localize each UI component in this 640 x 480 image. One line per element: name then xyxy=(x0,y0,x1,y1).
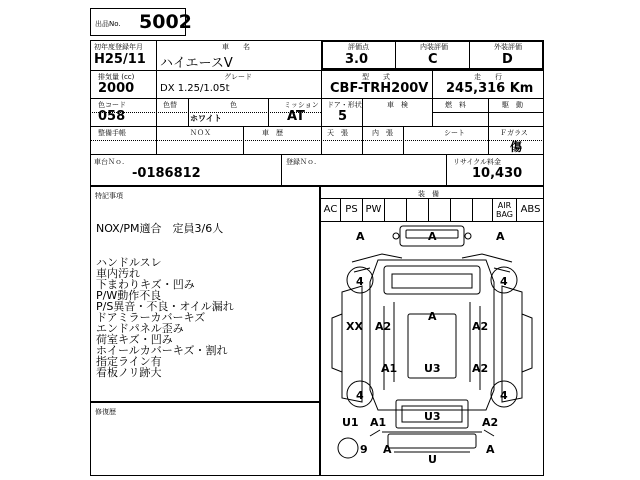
notes-item: 荷室キズ・凹み xyxy=(96,333,173,346)
equipment-item: PS xyxy=(340,199,362,221)
repair-history-title: 修復歴 xyxy=(95,408,116,416)
chassis-number: -0186812 xyxy=(132,166,201,181)
damage-mark-tire-fr: 4 xyxy=(500,275,508,288)
notes-title: 特記事項 xyxy=(95,192,123,200)
mileage: 245,316 Km xyxy=(446,81,534,96)
damage-mark-spare: 9 xyxy=(360,443,368,456)
model-label: 型 式 xyxy=(362,73,390,81)
damage-mark-top-left: A xyxy=(356,230,365,243)
fuel-label: 燃 料 xyxy=(445,101,466,109)
evaluation-score: 3.0 xyxy=(345,52,369,67)
doors-label: ドア・形状 xyxy=(327,101,362,109)
equipment-title: 装 備 xyxy=(418,190,439,198)
notes-item: ハンドルスレ xyxy=(96,256,162,269)
color-code: 058 xyxy=(98,109,126,124)
mission-label: ミッション xyxy=(284,101,319,109)
inspection-label: 車 検 xyxy=(387,101,408,109)
damage-mark-tire-rl: 4 xyxy=(356,389,364,402)
glass-label: Ｆガラス xyxy=(500,129,528,137)
damage-mark-bottom-left: A xyxy=(383,443,392,456)
damage-mark-tire-fl: 4 xyxy=(356,275,364,288)
chassis-label: 車台Ｎｏ. xyxy=(94,158,125,166)
year-label: 初年度登録年月 xyxy=(94,43,143,51)
interior-label: 内装評価 xyxy=(420,43,448,51)
grade: DX 1.25/1.05t xyxy=(160,83,230,94)
door-count: 5 xyxy=(338,109,348,124)
equipment-item: PW xyxy=(362,199,384,221)
notes-item: 下まわりキズ・凹み xyxy=(96,278,195,291)
displacement: 2000 xyxy=(98,81,135,96)
equipment-item: AIR BAG xyxy=(492,199,516,221)
first-registration: H25/11 xyxy=(94,52,146,67)
drive-label: 駆 動 xyxy=(502,101,523,109)
notes-item: 車内汚れ xyxy=(96,267,140,280)
notes-item: P/S異音・不良・オイル漏れ xyxy=(96,300,234,313)
interior-grade: C xyxy=(428,52,438,67)
nox-label: ＮＯＸ xyxy=(190,129,211,137)
recycle-label: リサイクル料金 xyxy=(453,158,502,166)
damage-mark-top-center: A xyxy=(428,230,437,243)
history-label: 車 歴 xyxy=(262,129,283,137)
cc-label: 排気量 (cc) xyxy=(98,73,135,81)
damage-mark-rear-l1: U1 xyxy=(342,416,359,429)
damage-mark-bottom-right: A xyxy=(486,443,495,456)
color-label: 色 xyxy=(230,101,237,109)
notes-item: 看板ノリ跡大 xyxy=(96,366,162,379)
paint-change-label: 色替 xyxy=(163,101,177,109)
notes-item: ドアミラーカバーキズ xyxy=(96,311,206,324)
damage-mark-roof: A xyxy=(428,310,437,323)
notes-item: ホイールカバーキズ・割れ xyxy=(96,344,228,357)
interior-roof-label: 内 張 xyxy=(372,129,393,137)
damage-mark-side-right: A2 xyxy=(472,320,489,333)
damage-mark-tire-rr: 4 xyxy=(500,389,508,402)
score-label: 評価点 xyxy=(348,43,369,51)
notes-item: エンドパネル歪み xyxy=(96,322,184,335)
notes-line1: NOX/PM適合 定員3/6人 xyxy=(96,222,224,235)
damage-mark-bottom-center: U xyxy=(428,453,437,466)
registration-label: 登録Ｎｏ. xyxy=(286,158,317,166)
damage-mark-side-left-1: XX xyxy=(346,320,363,333)
equipment-item: ABS xyxy=(516,199,544,221)
recycle-fee: 10,430 xyxy=(472,166,523,181)
damage-mark-rear-upper: U3 xyxy=(424,410,441,423)
color: ホワイト xyxy=(190,114,222,123)
grade-label: グレード xyxy=(224,73,252,81)
damage-mark-side-left-2: A2 xyxy=(375,320,392,333)
damage-mark-door-center: U3 xyxy=(424,362,441,375)
model-code: CBF-TRH200V xyxy=(330,81,429,96)
car-name-label: 車 名 xyxy=(222,43,250,51)
damage-mark-rear-r: A2 xyxy=(482,416,499,429)
seat-label: シート xyxy=(444,129,465,137)
mileage-label: 走 行 xyxy=(474,73,502,81)
exterior-grade: D xyxy=(502,52,513,67)
damage-mark-top-right: A xyxy=(496,230,505,243)
lot-number: 5002 xyxy=(139,11,192,33)
damage-mark-door-right: A2 xyxy=(472,362,489,375)
lot-number-label: 出品No. xyxy=(95,20,121,28)
manual-label: 整備手帳 xyxy=(98,129,126,137)
car-name: ハイエースV xyxy=(160,56,233,71)
sunroof-label: 天 張 xyxy=(327,129,348,137)
damage-mark-door-left: A1 xyxy=(381,362,398,375)
notes-item: 指定ライン有 xyxy=(96,355,162,368)
transmission: AT xyxy=(287,109,305,124)
equipment-item: AC xyxy=(320,199,340,221)
windshield-status: 傷 xyxy=(510,140,523,154)
damage-mark-rear-l2: A1 xyxy=(370,416,387,429)
notes-item: P/W動作不良 xyxy=(96,289,162,302)
color-code-label: 色コード xyxy=(98,101,126,109)
exterior-label: 外装評価 xyxy=(494,43,522,51)
